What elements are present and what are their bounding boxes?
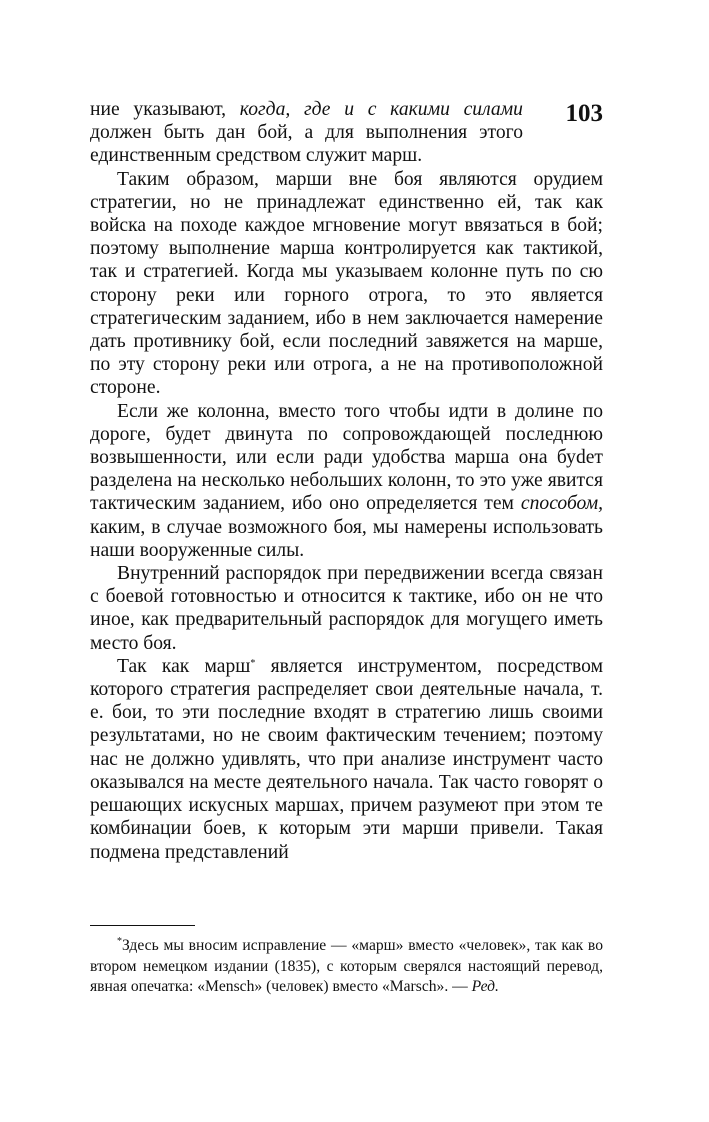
paragraph-3-end: каким, в случае возможного боя, мы намерены использовать наши вооруженные силы. <box>90 516 603 561</box>
footnote-text <box>90 936 603 998</box>
body-text <box>90 98 603 864</box>
paragraph-3-emphasis: способом, <box>520 493 603 515</box>
paragraph-3 <box>90 400 603 562</box>
paragraph-2: Таким образом, марши вне боя являются орудием стратегии, но не принадлежат единственно ей, так как войска на походе каждое мгновение могут ввязаться в бой; поэтому выполнение марша контролируется как тактикой, так и стратегией. Когда мы указываем колонне путь по сю сторону реки или горного отрога, то это является стратегическим заданием, ибо в нем заключается намерение дать противнику бой, если последний завяжется на марше, по эту сторону реки или отрога, а не на противоположной стороне. <box>90 168 603 399</box>
footnote-reference: * <box>250 657 256 669</box>
footnote-divider <box>90 925 195 926</box>
paragraph-1-emphasis: когда, где и с какими силами <box>239 99 523 120</box>
paragraph-5-end: является инструментом, посредством которого стратегия распределяет свои деятельные начала, т. е. бои, то эти последние входят в стратегию лишь своими результатами, но не своим фактическим течением; поэтому нас не должно удивлять, что при анализе инструмент часто оказывался на месте деятельного начала. Так часто говорят о решающих искусных маршах, причем разумеют при этом те комбинации боев, к которым эти марши привели. Такая подмена представлений <box>90 655 603 863</box>
paragraph-3-start: Если же колонна, вместо того чтобы идти в долине по дороге, будет двинута по сопровождающей последнюю возвышенности, или если ради удобства марша она буdет разделена на несколько небольших колонн, то это уже явится тактическим заданием, ибо оно определяется тем <box>90 400 603 515</box>
footnote-body: Здесь мы вносим исправление — «марш» вместо «человек», так как во втором немецком издании (1835), с которым сверялся настоящий перевод, явная опечатка: «Mensch» (человек) вместо «Marsch». — <box>90 937 603 995</box>
page-number: 103 <box>565 100 603 127</box>
footnote-editor: Ред. <box>471 978 499 995</box>
paragraph-5 <box>90 655 603 864</box>
paragraph-1 <box>90 98 603 168</box>
paragraph-4: Внутренний распорядок при передвижении всегда связан с боевой готовностью и относится к тактике, ибо он не что иное, как предварительный распорядок для могущего иметь место боя. <box>90 563 603 654</box>
footnote <box>90 936 603 998</box>
footnote-mark: * <box>117 936 122 947</box>
paragraph-5-start: Так как марш <box>117 655 251 677</box>
page-content <box>90 98 603 864</box>
paragraph-1-start: ние указывают, <box>90 99 240 120</box>
paragraph-1-rest: должен быть дан бой, а для выполнения этого единственным средством служит марш. <box>90 122 523 167</box>
